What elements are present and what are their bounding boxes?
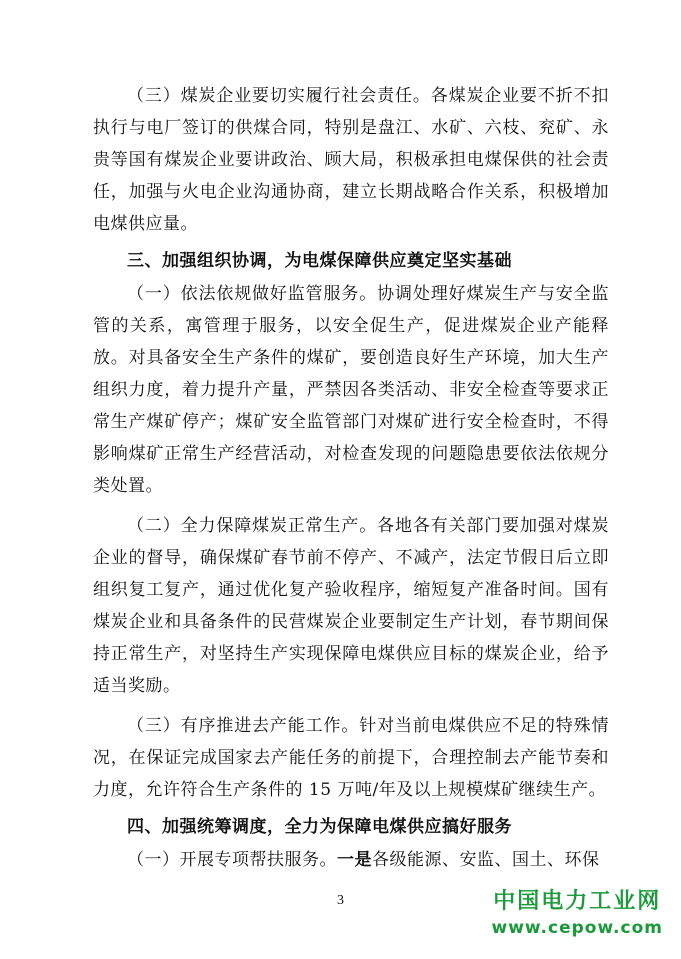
watermark-logo (492, 888, 664, 940)
paragraph-bold-term: 一是 (337, 850, 372, 870)
document-body (93, 80, 609, 876)
paragraph-capacity-reduction: （三）有序推进去产能工作。针对当前电煤供应不足的特殊情况，在保证完成国家去产能任务的前提下，合理控制去产能节奏和力度，允许符合生产条件的 15 万吨/年及以上规模煤矿继续生产。 (93, 716, 609, 800)
heading-section-three: 三、加强组织协调，为电煤保障供应奠定坚实基础 (127, 251, 512, 271)
paragraph-supervision-service: （一）依法依规做好监管服务。协调处理好煤炭生产与安全监管的关系，寓管理于服务，以安全促生产，促进煤炭企业产能释放。对具备安全生产条件的煤矿，要创造良好生产环境，加大生产组织力度，着力提升产量，严禁因各类活动、非安全检查等要求正常生产煤矿停产；煤矿安全监管部门对煤矿进行安全检查时，不得影响煤矿正常生产经营活动，对检查发现的问题隐患要依法依规分类处置。 (93, 284, 609, 496)
watermark-site-name: 中国电力工业网 (493, 889, 662, 914)
watermark-url: www.cepow.com (491, 918, 663, 938)
page-number: 3 (337, 893, 344, 908)
paragraph-normal-production: （二）全力保障煤炭正常生产。各地各有关部门要加强对煤炭企业的督导，确保煤矿春节前不停产、不减产，法定节假日后立即组织复工复产，通过优化复产验收程序，缩短复产准备时间。国有煤炭企业和具备条件的民营煤炭企业要制定生产计划，春节期间保持正常生产，对坚持生产实现保障电煤供应目标的煤炭企业，给予适当奖励。 (93, 516, 609, 696)
paragraph-coal-enterprise-responsibility: （三）煤炭企业要切实履行社会责任。各煤炭企业要不折不扣执行与电厂签订的供煤合同，特别是盘江、水矿、六枝、兖矿、永贵等国有煤炭企业要讲政治、顾大局，积极承担电煤保供的社会责任，加强与火电企业沟通协商，建立长期战略合作关系，积极增加电煤供应量。 (93, 86, 609, 234)
heading-section-four: 四、加强统筹调度，全力为保障电煤供应搞好服务 (127, 817, 512, 837)
paragraph-special-assistance (93, 844, 609, 876)
paragraph-rest: 各级能源、安监、国土、环保 (372, 850, 600, 870)
paragraph-lead: （一）开展专项帮扶服务。 (127, 850, 337, 870)
